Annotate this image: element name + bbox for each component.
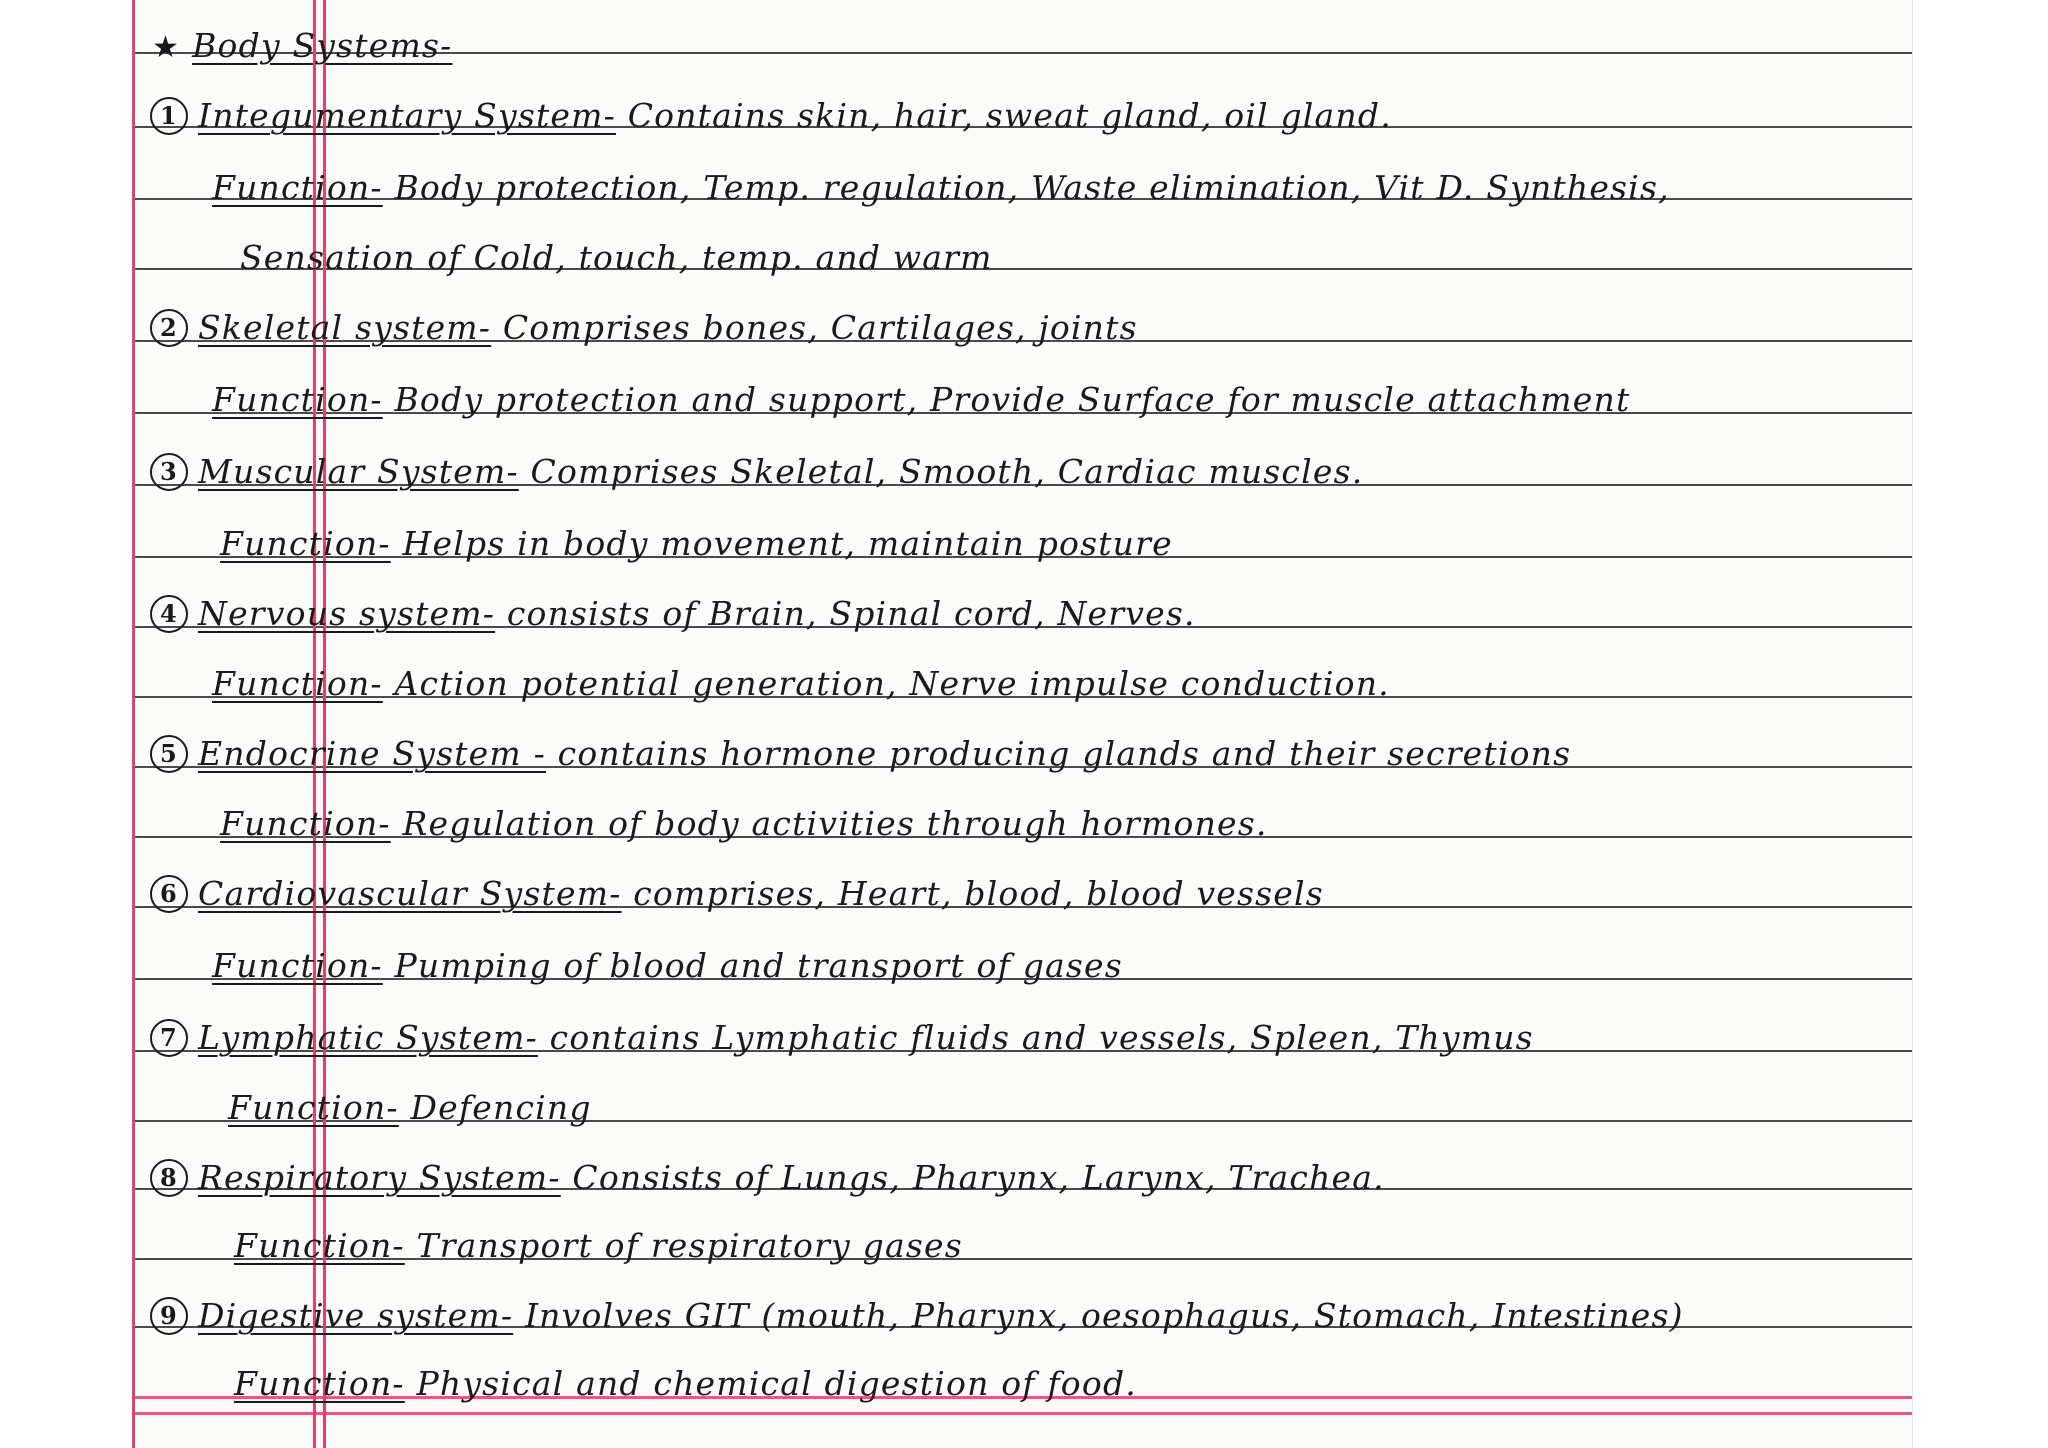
function-label: Function-: [220, 524, 391, 563]
number-badge: 3: [150, 453, 188, 491]
function-text: Body protection, Temp. regulation, Waste elimination, Vit D. Synthesis,: [394, 168, 1670, 207]
number-badge: 8: [150, 1159, 188, 1197]
function-text: Defencing: [410, 1088, 592, 1127]
number-badge: 9: [150, 1297, 188, 1335]
function-text: Helps in body movement, maintain posture: [402, 524, 1173, 563]
function-label: Function-: [212, 168, 383, 207]
function-line: [234, 1364, 1137, 1403]
function-line: [212, 380, 1630, 419]
function-label: Function-: [228, 1088, 399, 1127]
function-label: Function-: [234, 1226, 405, 1265]
function-text: Transport of respiratory gases: [416, 1226, 963, 1265]
bottom-margin-line: [132, 1412, 1912, 1415]
function-text: Pumping of blood and transport of gases: [394, 946, 1123, 985]
function-text: Action potential generation, Nerve impulse conduction.: [394, 664, 1390, 703]
system-heading-line: [150, 734, 1571, 773]
system-heading: Nervous system-: [198, 594, 496, 633]
function-line: [220, 804, 1268, 843]
function-text: Body protection and support, Provide Surface for muscle attachment: [394, 380, 1631, 419]
system-heading-line: [150, 1296, 1684, 1335]
star-icon: ★: [152, 30, 181, 65]
function-line: [212, 946, 1123, 985]
system-heading-line: [150, 308, 1138, 347]
system-heading: Lymphatic System-: [198, 1018, 538, 1057]
system-description: Consists of Lungs, Pharynx, Larynx, Trachea.: [572, 1158, 1385, 1197]
system-heading-line: [150, 1018, 1534, 1057]
number-badge: 6: [150, 875, 188, 913]
system-heading: Muscular System-: [198, 452, 519, 491]
system-heading-line: [150, 594, 1196, 633]
number-badge: 2: [150, 309, 188, 347]
function-text: Physical and chemical digestion of food.: [416, 1364, 1137, 1403]
system-heading: Cardiovascular System-: [198, 874, 622, 913]
function-line: [212, 168, 1670, 207]
system-heading: Integumentary System-: [198, 96, 616, 135]
system-heading: Endocrine System -: [198, 734, 546, 773]
function-line: [212, 664, 1390, 703]
system-description: contains Lymphatic fluids and vessels, Spleen, Thymus: [549, 1018, 1534, 1057]
function-line: [234, 1226, 963, 1265]
system-heading: Skeletal system-: [198, 308, 492, 347]
function-label: Function-: [212, 664, 383, 703]
left-margin-line: [132, 0, 135, 1448]
system-heading-line: [150, 874, 1324, 913]
system-heading: Digestive system-: [198, 1296, 514, 1335]
function-label: Function-: [234, 1364, 405, 1403]
function-label: Function-: [212, 380, 383, 419]
system-heading-line: [150, 452, 1363, 491]
number-badge: 5: [150, 735, 188, 773]
system-description: Comprises Skeletal, Smooth, Cardiac muscles.: [530, 452, 1364, 491]
number-badge: 1: [150, 97, 188, 135]
system-heading: Respiratory System-: [198, 1158, 561, 1197]
function-text: Sensation of Cold, touch, temp. and warm: [240, 238, 993, 277]
title-text: Body Systems-: [192, 26, 453, 65]
system-description: Contains skin, hair, sweat gland, oil gland.: [627, 96, 1392, 135]
system-description: consists of Brain, Spinal cord, Nerves.: [506, 594, 1196, 633]
function-text: Regulation of body activities through hormones.: [402, 804, 1268, 843]
function-line: [220, 524, 1173, 563]
system-heading-line: [150, 96, 1392, 135]
system-heading-line: [150, 1158, 1385, 1197]
number-badge: 7: [150, 1019, 188, 1057]
system-description: Involves GIT (mouth, Pharynx, oesophagus, Stomach, Intestines): [524, 1296, 1684, 1335]
function-label: Function-: [212, 946, 383, 985]
page-title: [152, 26, 452, 65]
function-label: Function-: [220, 804, 391, 843]
function-continuation-line: [240, 238, 993, 277]
number-badge: 4: [150, 595, 188, 633]
system-description: Comprises bones, Cartilages, joints: [502, 308, 1138, 347]
system-description: comprises, Heart, blood, blood vessels: [633, 874, 1324, 913]
function-line: [228, 1088, 592, 1127]
system-description: contains hormone producing glands and their secretions: [557, 734, 1572, 773]
